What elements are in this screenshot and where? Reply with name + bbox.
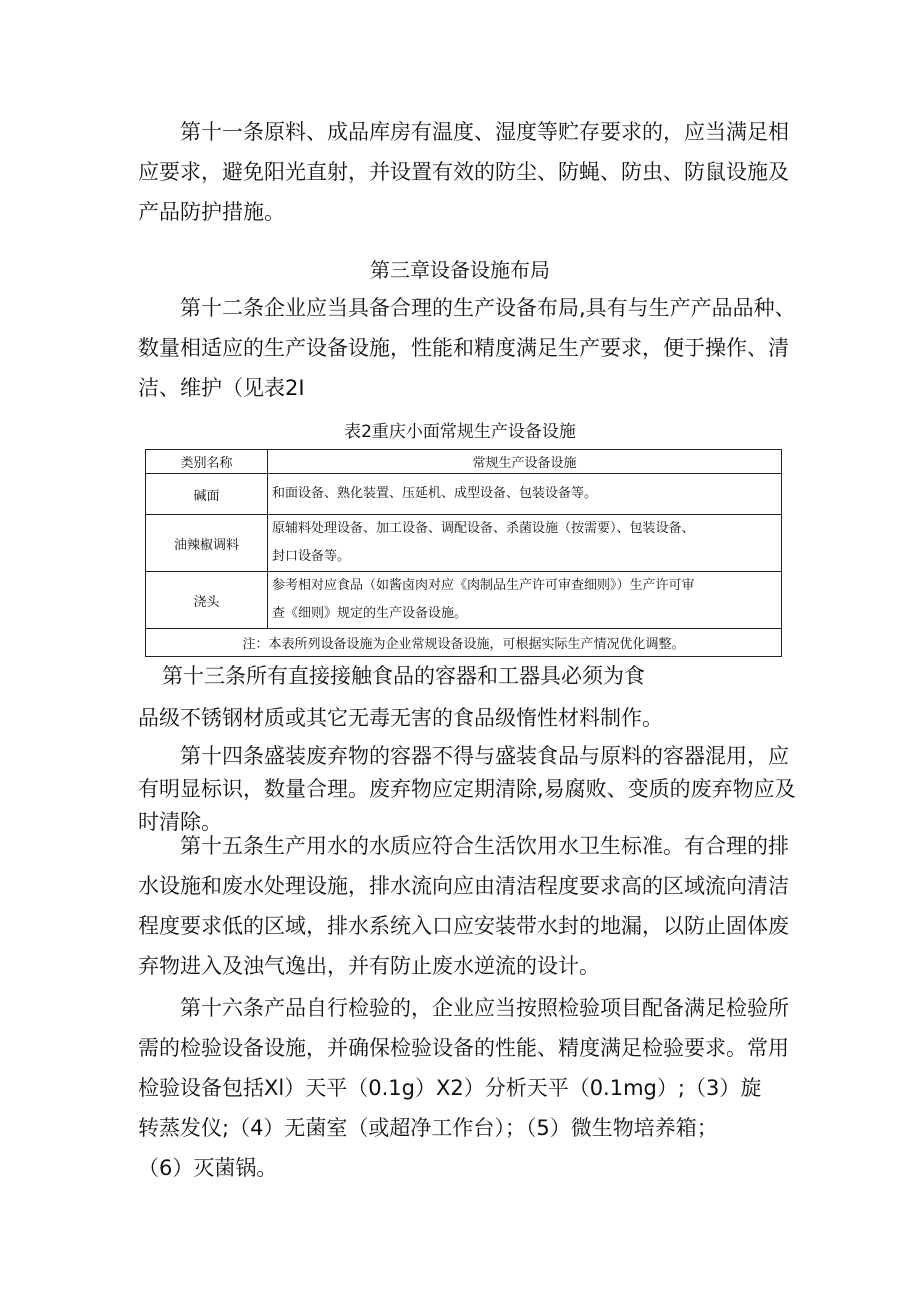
table-note-row [146, 629, 782, 657]
table-cell-line: 原辅料处理设备、加工设备、调配设备、杀菌设施（按需要）、包装设备、 [272, 521, 695, 536]
article-13-paragraph [138, 656, 800, 696]
table-cell-category: 油辣椒调料 [146, 515, 268, 572]
article-11-paragraph [138, 112, 800, 232]
table-header-category: 类别名称 [146, 450, 268, 474]
article-12-paragraph [138, 288, 800, 408]
table-cell-line: 封口设备等。 [272, 549, 351, 564]
article-16-line-1: 第十六条产品自行检验的，企业应当按照检验项目配备满足检验所 [180, 996, 789, 1020]
table-cell-line: 和面设备、熟化装置、压延机、成型设备、包装设备等。 [272, 486, 598, 501]
article-13-line-1: 第十三条所有直接接触食品的容器和工器具必须为食 [162, 664, 645, 688]
article-14-line-2: 有明显标识，数量合理。废弃物应定期清除,易腐败、变质的废弃物应及 [138, 777, 796, 801]
table-cell-equipment [268, 572, 782, 629]
equipment-table [145, 449, 782, 657]
article-16-line-2: 需的检验设备设施，并确保检验设备的性能、精度满足检验要求。常用 [138, 1036, 789, 1060]
article-11-line-3: 产品防护措施。 [138, 200, 285, 224]
table-cell-category: 碱面 [146, 474, 268, 515]
article-15-line-2: 水设施和废水处理设施，排水流向应由清洁程度要求高的区域流向清洁 [138, 874, 789, 898]
article-13-paragraph-cont [138, 698, 800, 738]
table-header-equipment: 常规生产设备设施 [268, 450, 782, 474]
article-15-paragraph [138, 826, 800, 986]
table-row [146, 572, 782, 629]
chapter-heading: 第三章设备设施布局 [370, 258, 550, 282]
article-12-line-2: 数量相适应的生产设备设施，性能和精度满足生产要求，便于操作、清 [138, 336, 789, 360]
article-11-line-2: 应要求，避免阳光直射，并设置有效的防尘、防蝇、防虫、防鼠设施及 [138, 160, 789, 184]
table-row [146, 515, 782, 572]
article-14-line-3: 时清除。 [138, 810, 222, 834]
table-cell-line: 查《细则》规定的生产设备设施。 [272, 606, 468, 621]
table-cell-equipment [268, 515, 782, 572]
article-13-line-2: 品级不锈钢材质或其它无毒无害的食品级惰性材料制作。 [138, 706, 663, 730]
table-cell-line: 参考相对应食品（如酱卤肉对应《肉制品生产许可审查细则》）生产许可审 [272, 578, 695, 593]
article-15-line-4: 弃物进入及浊气逸出，并有防止废水逆流的设计。 [138, 954, 600, 978]
article-16-line-4: 转蒸发仪;（4）无菌室（或超净工作台）；（5）微生物培养箱； [138, 1116, 718, 1140]
article-11-line-1: 第十一条原料、成品库房有温度、湿度等贮存要求的，应当满足相 [180, 120, 789, 144]
table-header-row [146, 450, 782, 474]
table-cell-equipment [268, 474, 782, 515]
table-row [146, 474, 782, 515]
article-14-paragraph [138, 740, 800, 839]
article-16-line-5: （6）灭菌锅。 [138, 1156, 278, 1180]
table-cell-category: 浇头 [146, 572, 268, 629]
table-caption: 表2重庆小面常规生产设备设施 [344, 422, 576, 442]
article-16-paragraph [138, 988, 800, 1188]
article-12-line-1: 第十二条企业应当具备合理的生产设备布局,具有与生产产品品种、 [180, 296, 796, 320]
article-12-line-3: 洁、维护（见表2I [138, 376, 305, 400]
article-15-line-3: 程度要求低的区域，排水系统入口应安装带水封的地漏，以防止固体废 [138, 914, 789, 938]
article-14-line-1: 第十四条盛装废弃物的容器不得与盛装食品与原料的容器混用，应 [180, 744, 789, 768]
article-16-line-3: 检验设备包括Xl）天平（0.1g）X2）分析天平（0.1mg）;（3）旋 [138, 1076, 762, 1100]
article-15-line-1: 第十五条生产用水的水质应符合生活饮用水卫生标准。有合理的排 [180, 834, 789, 858]
table-note: 注：本表所列设备设施为企业常规设备设施，可根据实际生产情况优化调整。 [146, 629, 782, 657]
